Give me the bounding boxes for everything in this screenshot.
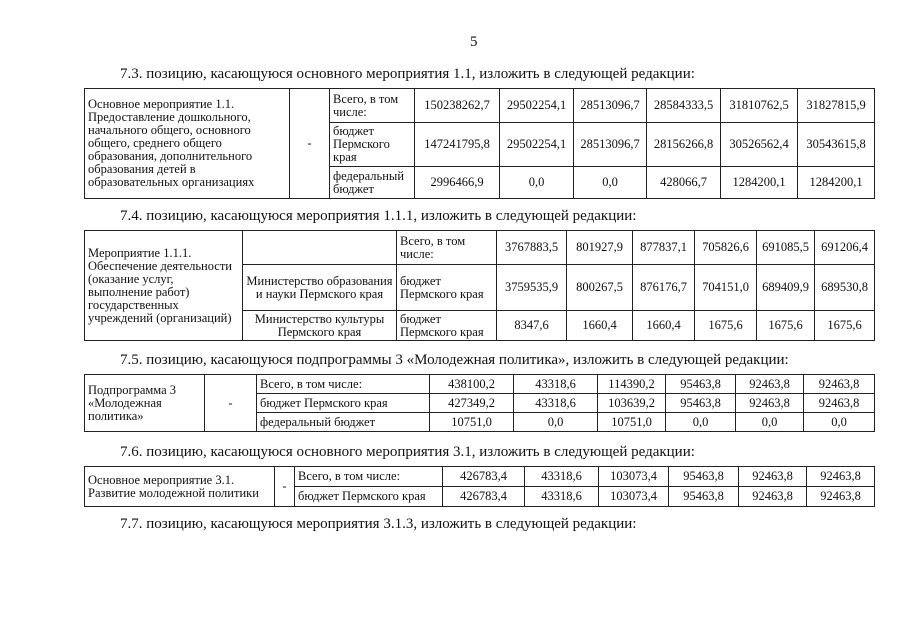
value-cell: 28584333,5 <box>647 89 721 123</box>
value-cell: 95463,8 <box>669 487 739 507</box>
executor-cell: Министерство культуры Пермского края <box>243 311 397 341</box>
funding-label: Всего, в том числе: <box>397 231 497 265</box>
value-cell: 800267,5 <box>567 265 633 311</box>
value-cell: 43318,6 <box>525 467 599 487</box>
value-cell: 92463,8 <box>807 487 875 507</box>
value-cell: 691206,4 <box>815 231 875 265</box>
value-cell: 28513096,7 <box>574 89 647 123</box>
section-heading-7-4: 7.4. позицию, касающуюся мероприятия 1.1.1, изложить в следующей редакции: <box>120 208 637 224</box>
value-cell: 92463,8 <box>804 375 875 394</box>
value-cell: 103639,2 <box>598 394 666 413</box>
page-number: 5 <box>470 34 478 50</box>
funding-label: бюджет Пермского края <box>295 487 443 507</box>
value-cell: 103073,4 <box>599 487 669 507</box>
value-cell: 689409,9 <box>757 265 815 311</box>
value-cell: 28156266,8 <box>647 123 721 167</box>
activity-name: Основное мероприятие 3.1. Развитие молодежной политики <box>85 467 275 507</box>
value-cell: 92463,8 <box>804 394 875 413</box>
value-cell: 92463,8 <box>807 467 875 487</box>
value-cell: 428066,7 <box>647 167 721 199</box>
value-cell: 95463,8 <box>666 375 736 394</box>
section-heading-7-5: 7.5. позицию, касающуюся подпрограммы 3 «Молодежная политика», изложить в следующей редакции: <box>120 352 789 368</box>
value-cell: 876176,7 <box>633 265 695 311</box>
activity-name: Основное мероприятие 1.1. Предоставление дошкольного, начального общего, основного общего, среднего общего образования, дополнительного образования детей в образовательных организациях <box>85 89 290 199</box>
activity-name: Мероприятие 1.1.1. Обеспечение деятельности (оказание услуг, выполнение работ) государственных учреждений (организаций) <box>85 231 243 341</box>
value-cell: 92463,8 <box>739 467 807 487</box>
value-cell: 92463,8 <box>736 394 804 413</box>
funding-label: бюджет Пермского края <box>330 123 415 167</box>
table-activity-1-1-1 <box>84 230 875 341</box>
value-cell: 1660,4 <box>633 311 695 341</box>
value-cell: 1675,6 <box>695 311 757 341</box>
value-cell: 1660,4 <box>567 311 633 341</box>
value-cell: 43318,6 <box>525 487 599 507</box>
section-heading-7-7: 7.7. позицию, касающуюся мероприятия 3.1.3, изложить в следующей редакции: <box>120 516 637 532</box>
value-cell: 1284200,1 <box>798 167 875 199</box>
table-row <box>85 467 875 487</box>
value-cell: 801927,9 <box>567 231 633 265</box>
value-cell: 2996466,9 <box>415 167 500 199</box>
table-main-activity-1-1 <box>84 88 875 199</box>
value-cell: 28513096,7 <box>574 123 647 167</box>
value-cell: 30526562,4 <box>721 123 798 167</box>
funding-label: Всего, в том числе: <box>330 89 415 123</box>
value-cell: 689530,8 <box>815 265 875 311</box>
funding-label: федеральный бюджет <box>330 167 415 199</box>
funding-label: бюджет Пермского края <box>397 265 497 311</box>
value-cell: 0,0 <box>736 413 804 432</box>
table-row <box>85 89 875 123</box>
value-cell: 43318,6 <box>514 375 598 394</box>
value-cell: 92463,8 <box>736 375 804 394</box>
value-cell: 705826,6 <box>695 231 757 265</box>
section-heading-7-3: 7.3. позицию, касающуюся основного мероприятия 1.1, изложить в следующей редакции: <box>120 66 695 82</box>
value-cell: 8347,6 <box>497 311 567 341</box>
section-heading-7-6: 7.6. позицию, касающуюся основного мероприятия 3.1, изложить в следующей редакции: <box>120 444 695 460</box>
value-cell: 30543615,8 <box>798 123 875 167</box>
value-cell: 438100,2 <box>430 375 514 394</box>
value-cell: 0,0 <box>514 413 598 432</box>
value-cell: 0,0 <box>666 413 736 432</box>
executor-cell <box>243 231 397 265</box>
funding-label: бюджет Пермского края <box>257 394 430 413</box>
value-cell: 147241795,8 <box>415 123 500 167</box>
value-cell: 3759535,9 <box>497 265 567 311</box>
value-cell: 10751,0 <box>430 413 514 432</box>
value-cell: 103073,4 <box>599 467 669 487</box>
value-cell: 43318,6 <box>514 394 598 413</box>
value-cell: 691085,5 <box>757 231 815 265</box>
value-cell: 95463,8 <box>669 467 739 487</box>
value-cell: 31827815,9 <box>798 89 875 123</box>
table-subprogram-3 <box>84 374 875 432</box>
value-cell: 877837,1 <box>633 231 695 265</box>
funding-label: федеральный бюджет <box>257 413 430 432</box>
value-cell: 29502254,1 <box>500 123 574 167</box>
funding-label: бюджет Пермского края <box>397 311 497 341</box>
table-main-activity-3-1 <box>84 466 875 507</box>
value-cell: 1284200,1 <box>721 167 798 199</box>
funding-label: Всего, в том числе: <box>257 375 430 394</box>
value-cell: 10751,0 <box>598 413 666 432</box>
value-cell: 29502254,1 <box>500 89 574 123</box>
value-cell: 426783,4 <box>443 467 525 487</box>
value-cell: 95463,8 <box>666 394 736 413</box>
value-cell: 0,0 <box>574 167 647 199</box>
value-cell: 150238262,7 <box>415 89 500 123</box>
funding-label: Всего, в том числе: <box>295 467 443 487</box>
value-cell: 3767883,5 <box>497 231 567 265</box>
value-cell: 427349,2 <box>430 394 514 413</box>
executor-cell: Министерство образования и науки Пермского края <box>243 265 397 311</box>
value-cell: 114390,2 <box>598 375 666 394</box>
value-cell: 704151,0 <box>695 265 757 311</box>
executor-cell: - <box>205 375 257 432</box>
value-cell: 0,0 <box>804 413 875 432</box>
executor-cell: - <box>275 467 295 507</box>
executor-cell: - <box>290 89 330 199</box>
value-cell: 426783,4 <box>443 487 525 507</box>
table-row <box>85 375 875 394</box>
subprogram-name: Подпрограмма 3 «Молодежная политика» <box>85 375 205 432</box>
table-row <box>85 231 875 265</box>
value-cell: 1675,6 <box>757 311 815 341</box>
value-cell: 0,0 <box>500 167 574 199</box>
value-cell: 1675,6 <box>815 311 875 341</box>
value-cell: 92463,8 <box>739 487 807 507</box>
value-cell: 31810762,5 <box>721 89 798 123</box>
